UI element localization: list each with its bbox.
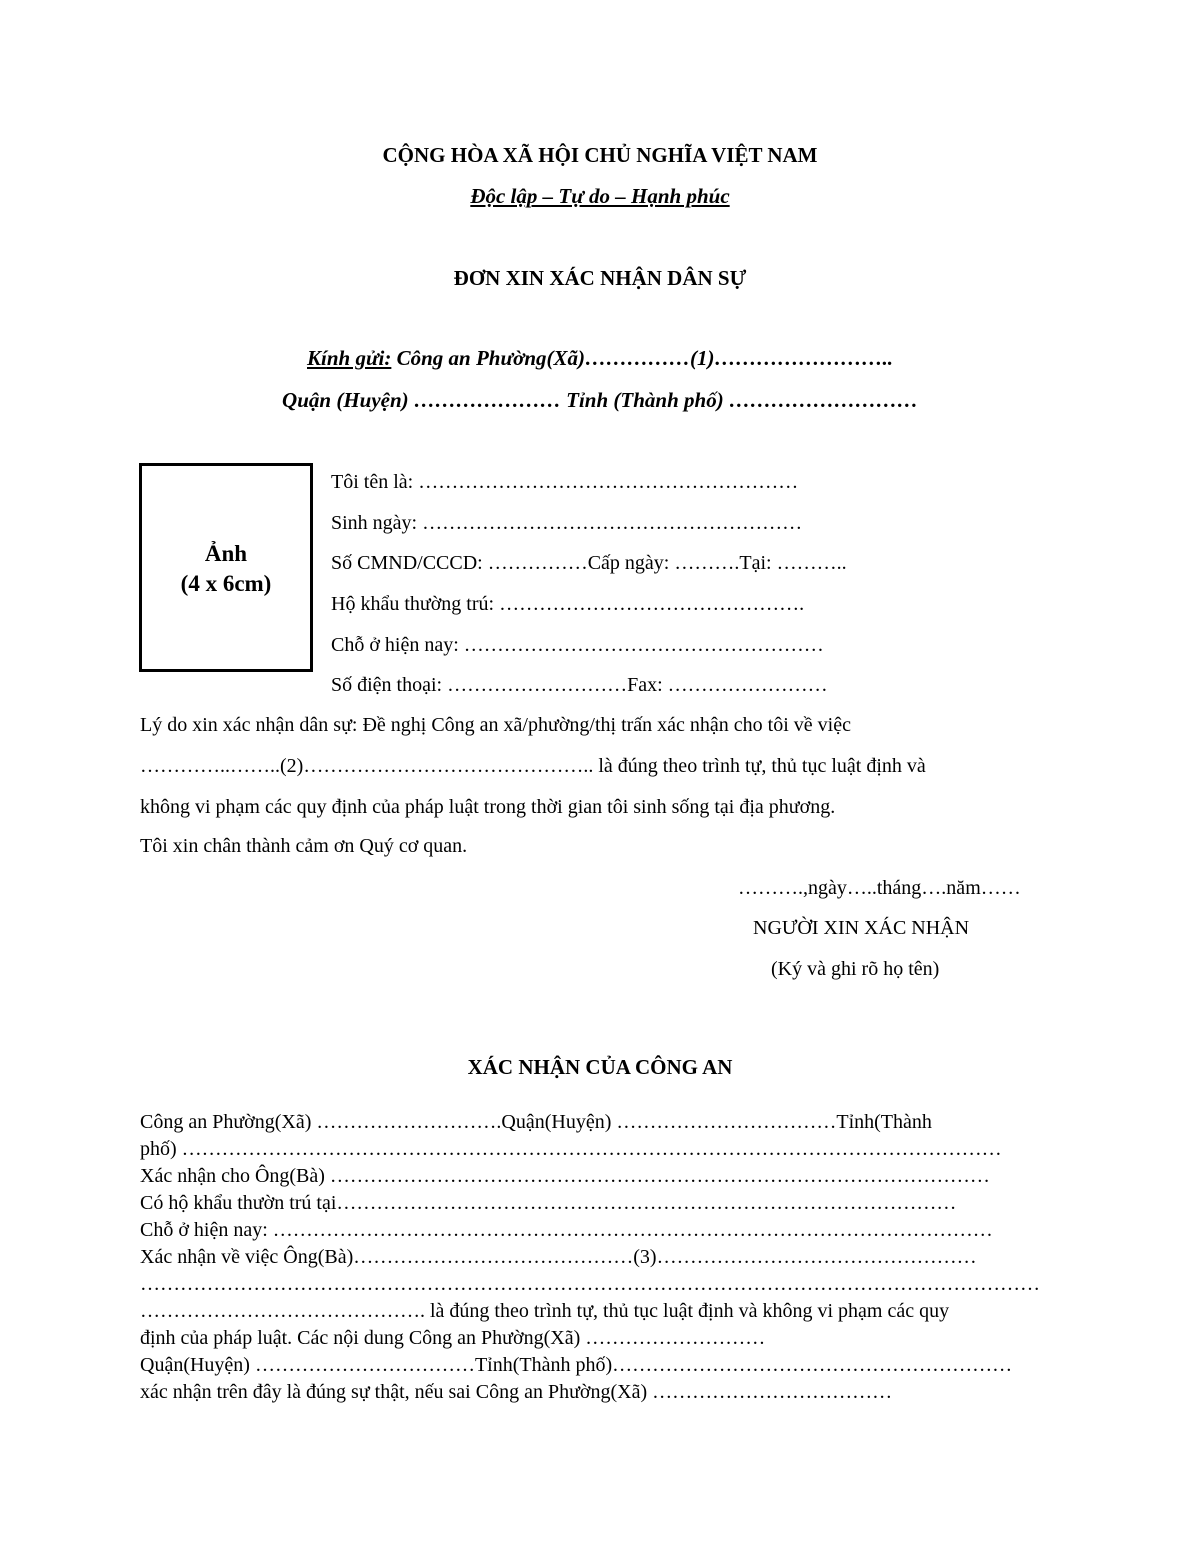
thanks-line: Tôi xin chân thành cảm ơn Quý cơ quan. <box>140 835 468 857</box>
police-line: định của pháp luật. Các nội dung Công an Phường(Xã) ……………………… <box>140 1327 766 1349</box>
police-line: Xác nhận về việc Ông(Bà)……………………………………(3)………………………………………… <box>140 1246 977 1268</box>
field-birth-date: Sinh ngày: ………………………………………………… <box>331 512 803 534</box>
addressee-line-1-rest: Công an Phường(Xã)……………(1)…………………….. <box>391 346 893 370</box>
reason-line-3: không vi phạm các quy định của pháp luật trong thời gian tôi sinh sống tại địa phương. <box>140 796 836 818</box>
police-line: Xác nhận cho Ông(Bà) ……………………………………………………………………………………… <box>140 1165 990 1187</box>
field-household: Hộ khẩu thường trú: ………………………………………. <box>331 593 805 615</box>
signature-date: ……….,ngày…..tháng….năm…… <box>738 877 1021 899</box>
police-line: ……………………………………………………………………………………………………………………… <box>140 1273 1040 1295</box>
police-line: phố) …………………………………………………………………………………………………………… <box>140 1138 1002 1160</box>
photo-placeholder <box>139 463 313 672</box>
national-motto: Độc lập – Tự do – Hạnh phúc <box>470 184 730 208</box>
police-line: Công an Phường(Xã) ……………………….Quận(Huyện) ……………………………Tỉnh(Thành <box>140 1111 932 1133</box>
photo-size: (4 x 6cm) <box>180 571 272 596</box>
addressee-line-1 <box>0 346 1200 371</box>
police-line: xác nhận trên đây là đúng sự thật, nếu sai Công an Phường(Xã) ……………………………… <box>140 1381 893 1403</box>
reason-line-1: Lý do xin xác nhận dân sự: Đề nghị Công an xã/phường/thị trấn xác nhận cho tôi về việc <box>140 714 851 736</box>
police-line: Quận(Huyện) ……………………………Tỉnh(Thành phố)…………………………………………………… <box>140 1354 1013 1376</box>
field-id-number: Số CMND/CCCD: ……………Cấp ngày: ……….Tại: ……….. <box>331 552 847 574</box>
photo-label: Ảnh <box>204 541 248 566</box>
signature-title: NGƯỜI XIN XÁC NHẬN <box>753 917 970 939</box>
signature-note: (Ký và ghi rõ họ tên) <box>771 958 940 980</box>
field-current-residence: Chỗ ở hiện nay: ……………………………………………… <box>331 634 824 656</box>
reason-line-2: …………..……..(2)…………………………………….. là đúng theo trình tự, thủ tục luật định và <box>140 755 926 777</box>
police-line: Có hộ khẩu thườn trú tại………………………………………………………………………………… <box>140 1192 957 1214</box>
addressee-label: Kính gửi: <box>307 346 392 370</box>
field-name: Tôi tên là: ………………………………………………… <box>331 471 799 493</box>
police-line: Chỗ ở hiện nay: ……………………………………………………………………………………………… <box>140 1219 993 1241</box>
field-phone-fax: Số điện thoại: ………………………Fax: …………………… <box>331 674 828 696</box>
form-title: ĐƠN XIN XÁC NHẬN DÂN SỰ <box>453 266 747 290</box>
police-line: ……………………………………. là đúng theo trình tự, thủ tục luật định và không vi phạm các quy <box>140 1300 950 1322</box>
national-title: CỘNG HÒA XÃ HỘI CHỦ NGHĨA VIỆT NAM <box>382 143 818 167</box>
addressee-line-2: Quận (Huyện) ………………… Tỉnh (Thành phố) ……………………… <box>282 388 918 412</box>
police-section-title: XÁC NHẬN CỦA CÔNG AN <box>467 1055 733 1079</box>
